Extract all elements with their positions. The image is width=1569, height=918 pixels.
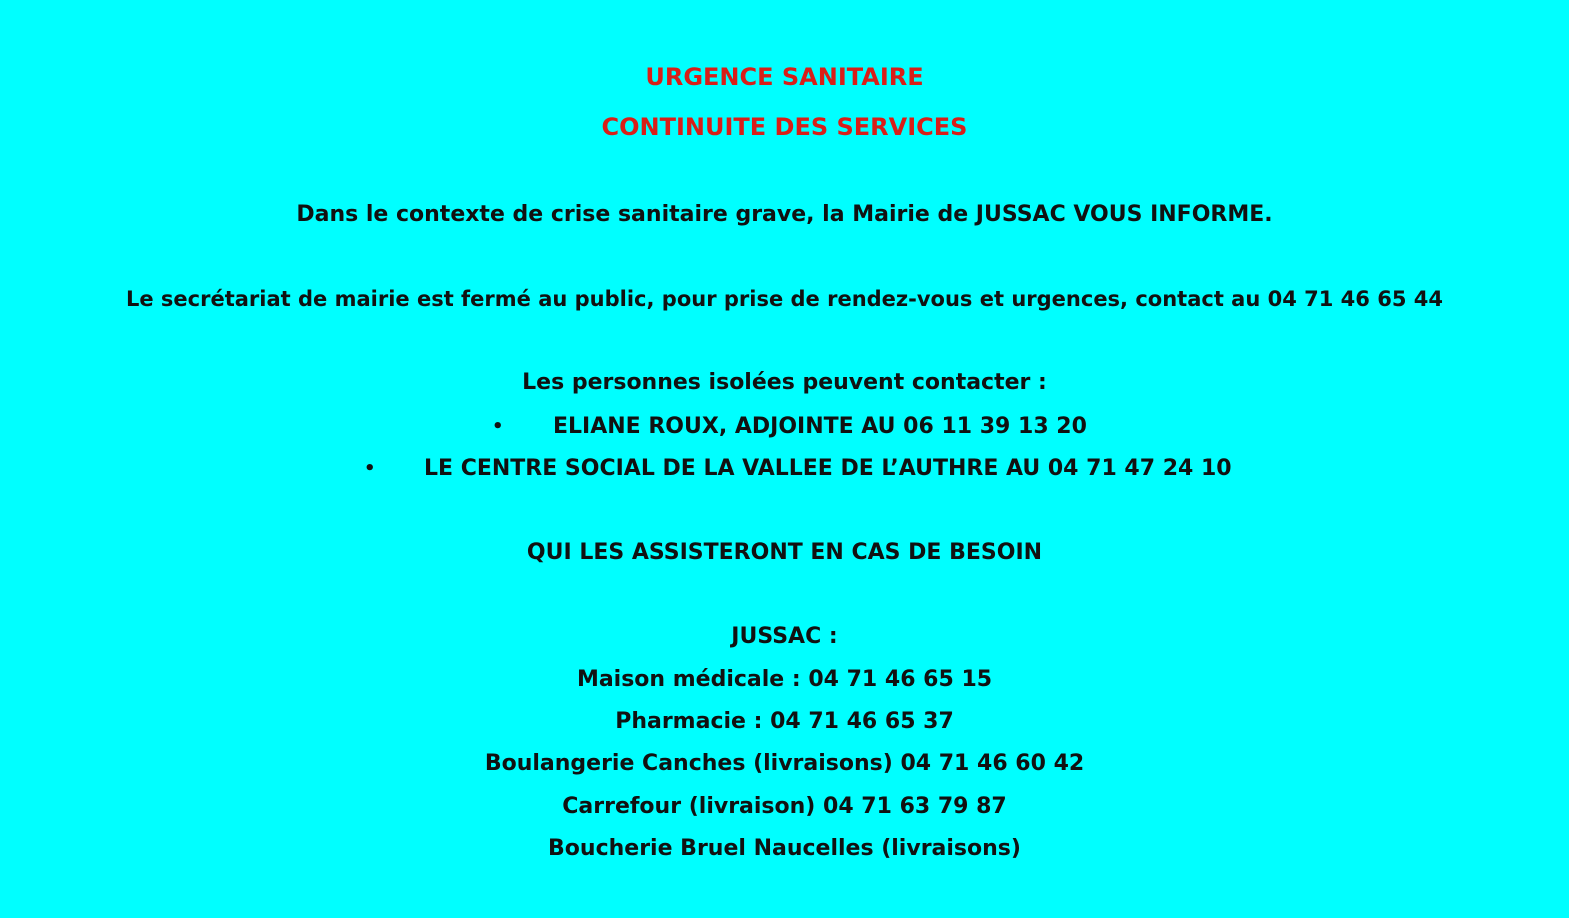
jussac-heading: JUSSAC :	[731, 624, 838, 649]
intro-text: Dans le contexte de crise sanitaire grave, la Mairie de JUSSAC VOUS INFORME.	[296, 202, 1273, 227]
bullet-icon: •	[364, 458, 376, 479]
service-carrefour: Carrefour (livraison) 04 71 63 79 87	[562, 794, 1007, 819]
title-urgence-sanitaire: URGENCE SANITAIRE	[645, 63, 924, 91]
service-boucherie: Boucherie Bruel Naucelles (livraisons)	[548, 836, 1021, 861]
bullet-text-eliane-roux: ELIANE ROUX, ADJOINTE AU 06 11 39 13 20	[553, 414, 1087, 439]
secretariat-text: Le secrétariat de mairie est fermé au public, pour prise de rendez-vous et urgences, contact au 04 71 46 65 44	[126, 287, 1443, 311]
bullet-text-centre-social: LE CENTRE SOCIAL DE LA VALLEE DE L’AUTHRE AU 04 71 47 24 10	[424, 456, 1232, 481]
isolated-heading: Les personnes isolées peuvent contacter :	[522, 370, 1047, 395]
bullet-item	[492, 412, 1092, 442]
bullet-icon: •	[492, 416, 504, 437]
service-pharmacie: Pharmacie : 04 71 46 65 37	[615, 709, 954, 734]
service-maison-medicale: Maison médicale : 04 71 46 65 15	[576, 667, 993, 692]
service-boulangerie: Boulangerie Canches (livraisons) 04 71 46 60 42	[484, 751, 1085, 776]
title-continuite-services: CONTINUITE DES SERVICES	[601, 113, 968, 141]
bullet-item	[364, 454, 1232, 484]
assist-text: QUI LES ASSISTERONT EN CAS DE BESOIN	[526, 540, 1043, 565]
